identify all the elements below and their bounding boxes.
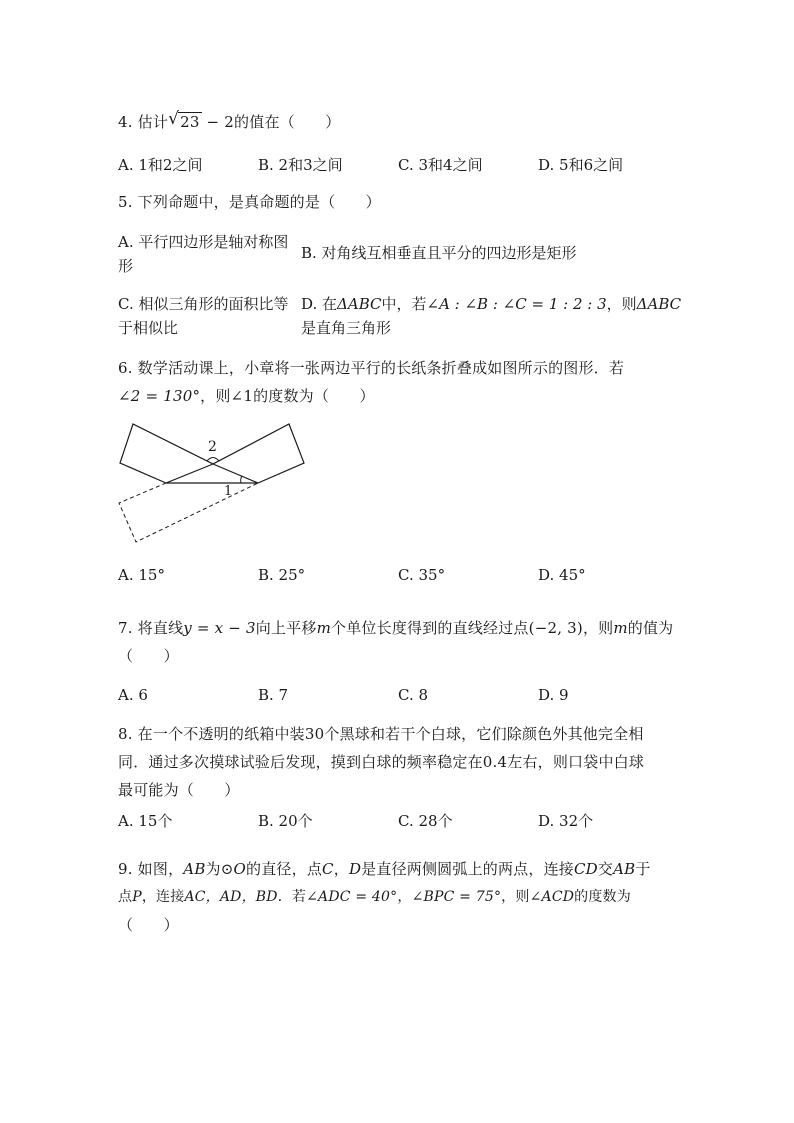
segments-list: AC，AD，BD	[184, 889, 278, 905]
q4-option-c[interactable]: C. 3和4之间	[398, 156, 483, 174]
q8-line3: 最可能为（ ）	[118, 781, 240, 799]
q6-stem-line1: 6. 数学活动课上，小章将一张两边平行的长纸条折叠成如图所示的图形．若	[118, 359, 625, 377]
point-c: C	[322, 860, 334, 878]
q9-line1-post: 是直径两侧圆弧上的两点，连接	[361, 860, 574, 878]
q9-line1	[118, 855, 678, 883]
var-m-2: m	[613, 619, 628, 637]
q6-options	[118, 566, 678, 588]
q5-d-mid: 中，若	[381, 295, 427, 313]
angle-acd: ∠ACD	[529, 889, 575, 905]
folded-paper-figure	[118, 418, 318, 548]
angle-ratio: ∠A : ∠B : ∠C = 1 : 2 : 3	[426, 295, 607, 313]
q9-comma2: ，	[397, 889, 412, 905]
sqrt-icon: √	[168, 109, 180, 129]
angle-bpc: ∠BPC = 75°	[411, 889, 502, 905]
angle-1-arc	[241, 476, 242, 483]
q8-option-b[interactable]: B. 20个	[258, 812, 313, 830]
point-coords: (−2, 3)	[528, 619, 583, 637]
q4-options	[118, 154, 678, 176]
q5-d-pre: D. 在	[301, 295, 338, 313]
q5-c-line1: C. 相似三角形的面积比等	[118, 295, 289, 313]
q6-stem-line2	[118, 382, 678, 410]
q9-line2-mid: ，连接	[141, 889, 185, 905]
q7-mid2: 个单位长度得到的直线经过点	[331, 619, 529, 637]
q8-line1: 8. 在一个不透明的纸箱中装30个黑球和若干个白球，它们除颜色外其他完全相	[118, 725, 644, 743]
seg-cd: CD	[573, 860, 598, 878]
q7-mid1: 向上平移	[255, 619, 317, 637]
dashed-strip	[119, 483, 258, 542]
q6-option-c[interactable]: C. 35°	[398, 566, 446, 584]
q4-prefix: 4. 估计	[118, 113, 169, 131]
q8-option-a[interactable]: A. 15个	[118, 812, 173, 830]
q5-option-a[interactable]	[118, 230, 288, 278]
q9-comma: ，	[333, 860, 349, 878]
angle-2-expr: ∠2 = 130°	[118, 387, 201, 405]
point-p: P	[132, 889, 142, 905]
q9-paren: （ ）	[118, 916, 179, 934]
q9-ze: ，则	[501, 889, 530, 905]
label-1: 1	[224, 484, 233, 499]
q7-option-c[interactable]: C. 8	[398, 686, 429, 704]
q4-option-d[interactable]: D. 5和6之间	[538, 156, 624, 174]
q9-pre: 9. 如图，	[118, 860, 184, 878]
q9-post: 的度数为	[574, 889, 631, 905]
q5-c-line2: 于相似比	[118, 319, 179, 337]
right-strip	[213, 424, 304, 483]
q9-mid: 的直径，点	[246, 860, 323, 878]
point-d: D	[348, 860, 362, 878]
q5-d-line1	[301, 292, 681, 316]
q9-yu: 于	[635, 860, 651, 878]
q8-options	[118, 810, 678, 832]
q8-option-d[interactable]: D. 32个	[538, 812, 594, 830]
q8-option-c[interactable]: C. 28个	[398, 812, 453, 830]
question-7	[118, 614, 678, 670]
angle-adc: ∠ADC = 40°	[306, 889, 398, 905]
q7-mid3: ，则	[582, 619, 614, 637]
q8-line2: 同．通过多次摸球试验后发现，摸到白球的频率稳定在0.4左右，则口袋中白球	[118, 753, 645, 771]
triangle-abc-2: ΔABC	[636, 295, 682, 313]
q4-option-a[interactable]: A. 1和2之间	[118, 156, 203, 174]
question-6	[118, 354, 678, 410]
q7-line1	[118, 614, 678, 642]
q5-d-line2: 是直角三角形	[301, 319, 392, 337]
q4-option-b[interactable]: B. 2和3之间	[258, 156, 343, 174]
var-m: m	[316, 619, 332, 637]
left-strip	[120, 424, 213, 483]
q9-wei: 为	[205, 860, 221, 878]
line-expression: y = x − 3	[183, 619, 256, 637]
q6-option-a[interactable]: A. 15°	[118, 566, 165, 584]
q5-option-b[interactable]: B. 对角线互相垂直且平分的四边形是矩形	[301, 244, 577, 262]
q5-d-post: ，则	[606, 295, 637, 313]
q4-minus: − 2	[201, 113, 235, 131]
q9-jiao: 交	[597, 860, 614, 878]
question-5: 5. 下列命题中，是真命题的是（ ）	[118, 193, 381, 211]
seg-ab-2: AB	[613, 860, 636, 878]
q5-a-line2: 形	[118, 257, 134, 275]
seg-ab: AB	[183, 860, 206, 878]
q7-options	[118, 686, 678, 708]
label-2: 2	[208, 439, 217, 455]
q7-option-d[interactable]: D. 9	[538, 686, 569, 704]
q7-option-a[interactable]: A. 6	[118, 686, 148, 704]
q7-pre: 7. 将直线	[118, 619, 184, 637]
q9-line2-pre: 点	[118, 889, 133, 905]
sqrt-expression	[168, 108, 202, 136]
q5-option-c[interactable]	[118, 292, 288, 340]
question-9	[118, 855, 678, 939]
question-4	[118, 108, 678, 136]
q9-line2	[118, 883, 678, 911]
q6-option-d[interactable]: D. 45°	[538, 566, 586, 584]
q5-a-line1: A. 平行四边形是轴对称图	[118, 233, 289, 251]
q9-ruo: ．若	[277, 889, 307, 905]
triangle-abc: ΔABC	[337, 295, 382, 313]
q6-option-b[interactable]: B. 25°	[258, 566, 306, 584]
circle-o-icon: ⊙O	[220, 860, 247, 878]
q7-paren: （ ）	[118, 647, 179, 665]
q7-post: 的值为	[627, 619, 674, 637]
q7-option-b[interactable]: B. 7	[258, 686, 289, 704]
q4-radicand: 23	[180, 113, 200, 131]
angle-2-arc	[207, 458, 219, 462]
q5-option-d[interactable]	[301, 292, 681, 340]
q4-suffix: 的值在（ ）	[234, 113, 341, 131]
q6-stem-tail: ，则∠1的度数为（ ）	[200, 387, 375, 405]
question-8	[118, 720, 678, 804]
